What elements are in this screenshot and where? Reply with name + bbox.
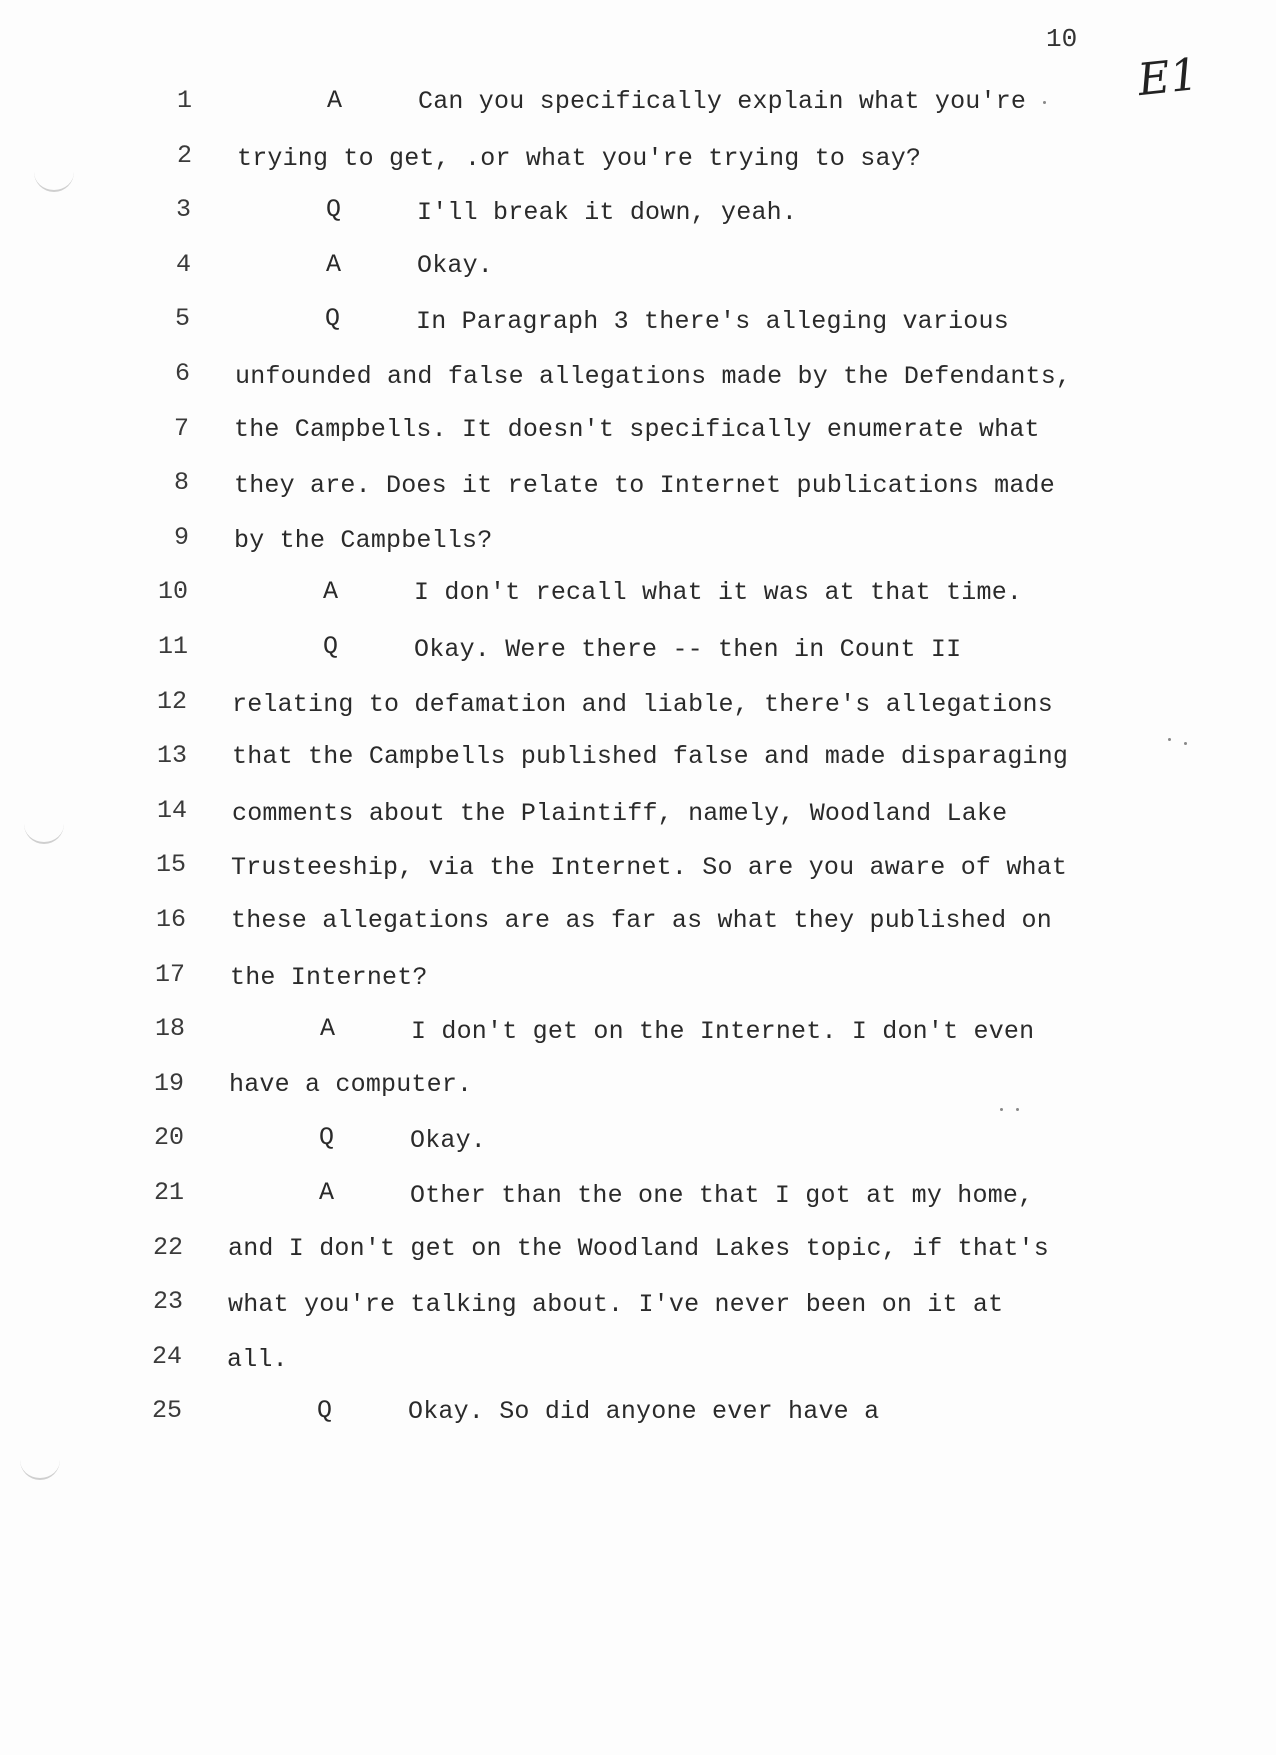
transcript-line-text: comments about the Plaintiff, namely, Woodland Lake: [232, 798, 1008, 828]
transcript-line-text: Trusteeship, via the Internet. So are you aware of what: [231, 853, 1068, 883]
transcript-line-text: these allegations are as far as what they published on: [231, 906, 1052, 935]
scan-speck: [1184, 742, 1187, 745]
transcript-line-text: Other than the one that I got at my home,: [410, 1181, 1034, 1210]
transcript-line-text: Okay. So did anyone ever have a: [408, 1397, 880, 1427]
speaker-label: A: [320, 1014, 336, 1044]
hole-punch-mark: [34, 150, 74, 192]
scan-speck: [1043, 101, 1046, 104]
transcript-line-text: what you're talking about. I've never been on it at: [228, 1290, 1004, 1320]
scan-speck: [1016, 1108, 1019, 1111]
hole-punch-mark: [20, 1438, 60, 1480]
line-number: 1: [176, 86, 192, 115]
transcript-line-text: Okay. Were there -- then in Count II: [414, 635, 962, 664]
transcript-line-text: the Campbells. It doesn't specifically enumerate what: [234, 414, 1040, 444]
speaker-label: A: [326, 249, 342, 279]
speaker-label: Q: [319, 1123, 335, 1153]
line-number: 9: [173, 522, 189, 552]
line-number: 2: [176, 140, 192, 170]
line-number: 5: [174, 304, 190, 334]
line-number: 16: [155, 905, 186, 934]
scan-speck: [1000, 1108, 1003, 1111]
transcript-line-text: I don't get on the Internet. I don't even: [411, 1017, 1035, 1047]
transcript-line-text: and I don't get on the Woodland Lakes topic, if that's: [228, 1233, 1049, 1263]
line-number: 24: [151, 1341, 182, 1371]
transcript-line-text: Can you specifically explain what you're: [418, 87, 1027, 116]
transcript-line-text: by the Campbells?: [234, 525, 493, 555]
line-number: 12: [156, 686, 187, 716]
line-number: 17: [154, 959, 185, 989]
transcript-line-text: I don't recall what it was at that time.: [414, 578, 1023, 608]
line-number: 6: [174, 359, 190, 388]
speaker-label: A: [319, 1178, 335, 1207]
transcript-line-text: that the Campbells published false and made disparaging: [232, 742, 1069, 772]
line-number: 7: [173, 413, 189, 443]
speaker-label: Q: [326, 195, 342, 225]
scan-speck: [1168, 738, 1171, 741]
line-number: 23: [152, 1287, 183, 1317]
line-number: 10: [157, 577, 188, 607]
transcript-line-text: the Internet?: [230, 962, 428, 992]
line-number: 3: [175, 195, 191, 225]
speaker-label: Q: [325, 304, 341, 334]
hole-punch-mark: [24, 802, 64, 844]
line-number: 4: [175, 249, 191, 279]
transcript-line-text: all.: [227, 1344, 288, 1374]
line-number: 21: [153, 1178, 184, 1207]
handwritten-exhibit-mark: E1: [1135, 48, 1201, 107]
transcript-line-text: they are. Does it relate to Internet publications made: [234, 471, 1055, 501]
page-number: 10: [1046, 24, 1078, 54]
transcript-line-text: unfounded and false allegations made by the Defendants,: [235, 362, 1072, 391]
line-number: 14: [156, 795, 187, 825]
line-number: 15: [155, 850, 186, 880]
speaker-label: A: [323, 577, 339, 607]
transcript-line-text: relating to defamation and liable, there's allegations: [232, 689, 1053, 719]
transcript-line-text: Okay.: [417, 250, 494, 280]
speaker-label: A: [327, 86, 343, 115]
transcript-line-text: trying to get, .or what you're trying to say?: [237, 143, 922, 173]
line-number: 25: [151, 1396, 182, 1426]
line-number: 19: [153, 1068, 184, 1098]
line-number: 8: [173, 468, 189, 498]
transcript-line-text: In Paragraph 3 there's alleging various: [416, 307, 1009, 337]
line-number: 20: [153, 1123, 184, 1153]
speaker-label: Q: [317, 1396, 333, 1426]
transcript-line-text: Okay.: [410, 1126, 487, 1156]
transcript-line-text: have a computer.: [229, 1069, 473, 1099]
speaker-label: Q: [323, 632, 339, 661]
line-number: 11: [157, 632, 188, 661]
transcript-line-text: I'll break it down, yeah.: [417, 198, 798, 228]
line-number: 18: [154, 1014, 185, 1044]
line-number: 13: [156, 741, 187, 771]
line-number: 22: [152, 1232, 183, 1262]
